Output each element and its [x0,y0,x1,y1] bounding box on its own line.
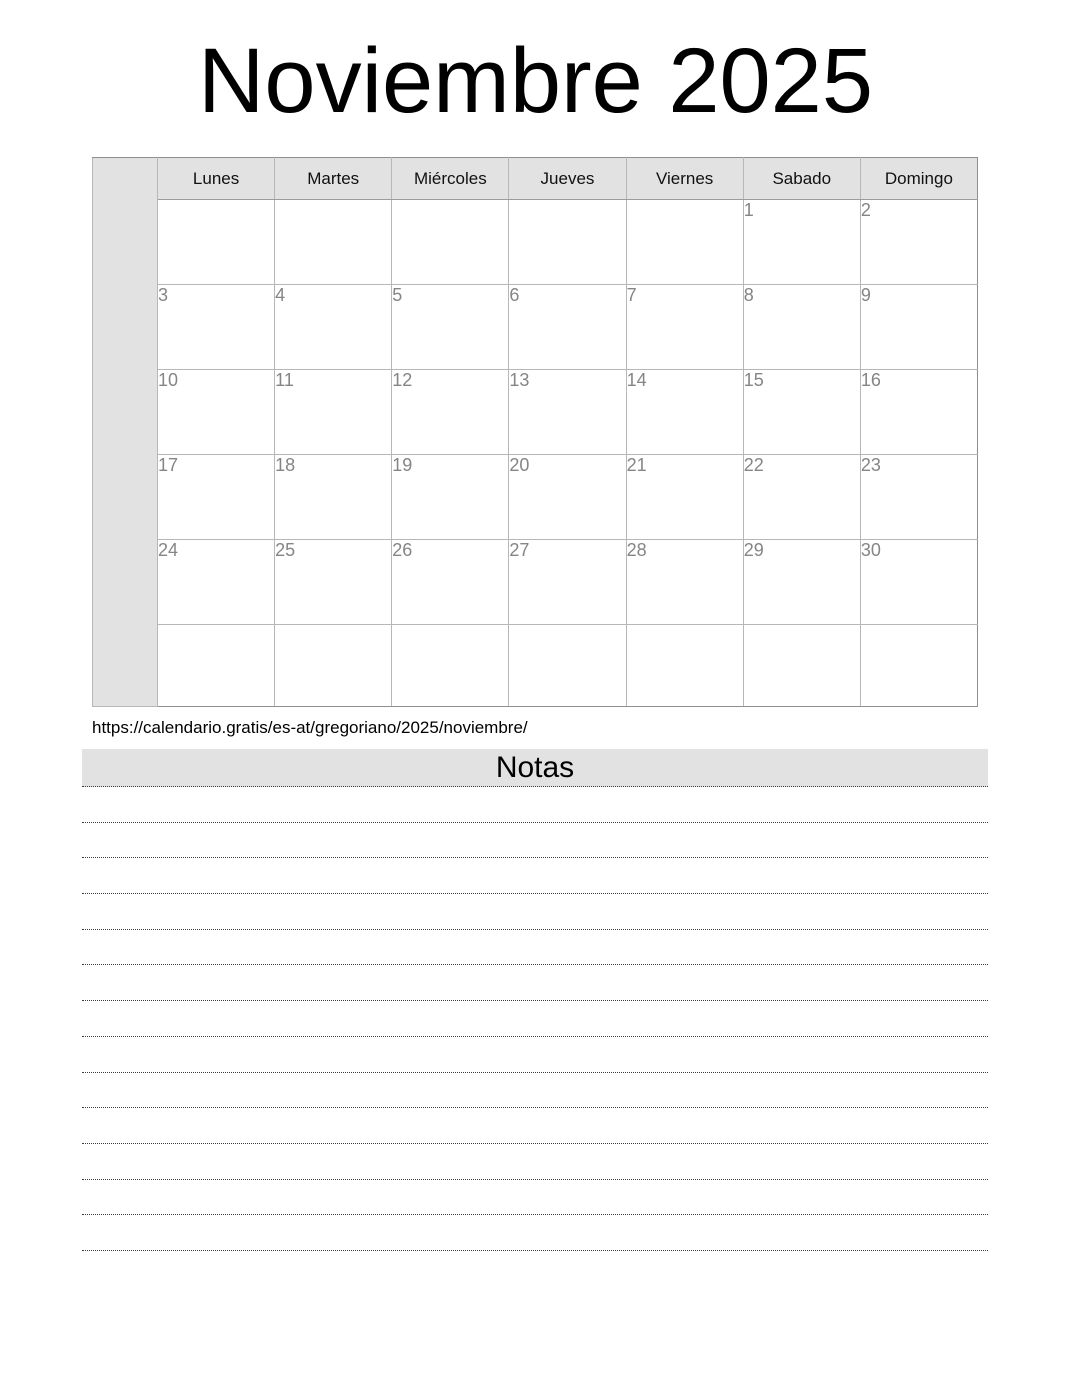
date-cell-30: 30 [860,540,977,625]
notes-line [82,787,988,823]
notes-line [82,1001,988,1037]
calendar-page [0,30,1071,1386]
date-cell [158,200,275,285]
date-cell-15: 15 [743,370,860,455]
date-cell-12: 12 [392,370,509,455]
date-cell-29: 29 [743,540,860,625]
date-cell [626,625,743,707]
date-cell-13: 13 [509,370,626,455]
date-cell-19: 19 [392,455,509,540]
date-cell-17: 17 [158,455,275,540]
date-cell-4: 4 [275,285,392,370]
week-number-column [93,158,158,707]
week-row-6 [93,625,978,707]
notes-header: Notas [82,749,988,787]
weekday-header-martes: Martes [275,158,392,200]
date-cell-27: 27 [509,540,626,625]
date-cell-8: 8 [743,285,860,370]
notes-lines [82,787,988,1251]
date-cell [392,625,509,707]
date-cell-3: 3 [158,285,275,370]
date-cell-14: 14 [626,370,743,455]
notes-section [82,749,988,1251]
date-cell [275,625,392,707]
notes-line [82,1108,988,1144]
date-cell-16: 16 [860,370,977,455]
date-cell-11: 11 [275,370,392,455]
weekday-header-sabado: Sabado [743,158,860,200]
weekday-header-miercoles: Miércoles [392,158,509,200]
week-row-3 [93,370,978,455]
date-cell [743,625,860,707]
notes-line [82,965,988,1001]
date-cell-5: 5 [392,285,509,370]
notes-line [82,930,988,966]
notes-line [82,858,988,894]
date-cell [509,200,626,285]
date-cell [626,200,743,285]
date-cell [275,200,392,285]
date-cell-28: 28 [626,540,743,625]
date-cell-6: 6 [509,285,626,370]
weekday-header-jueves: Jueves [509,158,626,200]
date-cell-25: 25 [275,540,392,625]
date-cell-22: 22 [743,455,860,540]
weekday-header-row [93,158,978,200]
date-cell-7: 7 [626,285,743,370]
date-cell-23: 23 [860,455,977,540]
date-cell [509,625,626,707]
notes-line [82,1215,988,1251]
date-cell-10: 10 [158,370,275,455]
weekday-header-lunes: Lunes [158,158,275,200]
notes-line [82,894,988,930]
date-cell [392,200,509,285]
date-cell [860,625,977,707]
date-cell-1: 1 [743,200,860,285]
date-cell-20: 20 [509,455,626,540]
calendar-table [92,157,978,707]
week-row-1 [93,200,978,285]
date-cell-18: 18 [275,455,392,540]
date-cell-26: 26 [392,540,509,625]
week-row-5 [93,540,978,625]
week-row-2 [93,285,978,370]
date-cell-2: 2 [860,200,977,285]
date-cell-9: 9 [860,285,977,370]
notes-line [82,1180,988,1216]
page-title: Noviembre 2025 [197,30,874,132]
notes-line [82,1073,988,1109]
weekday-header-domingo: Domingo [860,158,977,200]
source-url-text: https://calendario.gratis/es-at/gregoriano/2025/noviembre/ [92,718,528,737]
week-row-4 [93,455,978,540]
notes-line [82,1037,988,1073]
date-cell-21: 21 [626,455,743,540]
notes-line [82,1144,988,1180]
date-cell [158,625,275,707]
notes-line [82,823,988,859]
weekday-header-viernes: Viernes [626,158,743,200]
date-cell-24: 24 [158,540,275,625]
